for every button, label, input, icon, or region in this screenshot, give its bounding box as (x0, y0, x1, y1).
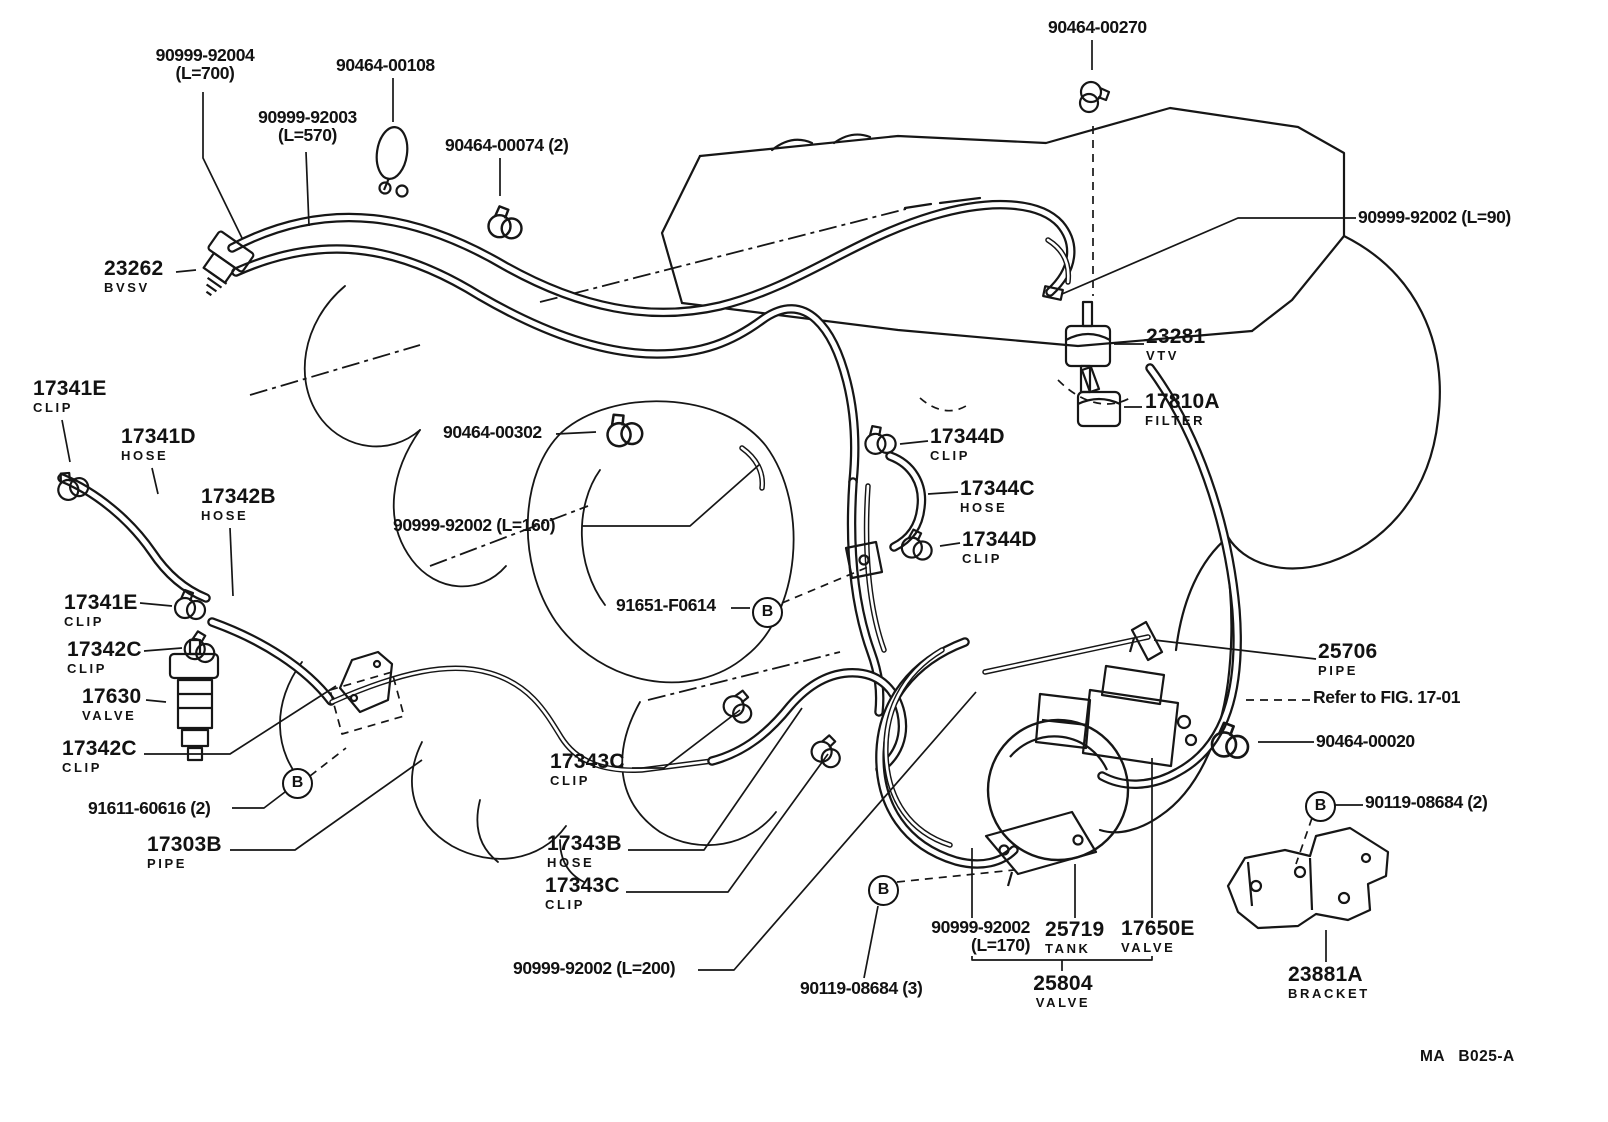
part-descriptor: VALVE (82, 707, 137, 723)
part-label-90464-00020 (1316, 732, 1415, 750)
part-descriptor: VTV (1146, 347, 1180, 363)
part-descriptor: CLIP (64, 613, 105, 629)
part-number: 17630 (82, 685, 142, 708)
part-number: 23881A (1288, 963, 1363, 986)
part-descriptor: PIPE (147, 855, 188, 871)
part-number: 17810A (1145, 390, 1220, 413)
part-length: (L=700) (175, 63, 235, 84)
clip-icon (862, 423, 897, 457)
part-label-90999-92004 (140, 46, 270, 82)
part-number: 90464-00020 (1316, 731, 1415, 751)
vacuum-hoses (62, 205, 1237, 864)
part-number: 17342B (201, 485, 276, 508)
mount-bracket-glyph (330, 652, 404, 734)
part-label-90999-92003 (245, 108, 370, 144)
part-label-17344D-2 (962, 529, 1037, 565)
part-number: 90999-92002 (L=160) (393, 515, 556, 535)
engine-block-outline (250, 108, 1440, 832)
part-number: 17650E (1121, 917, 1195, 940)
clip-icon (808, 731, 847, 770)
figure-code: MA B025-A (1420, 1048, 1515, 1065)
ref-marker-b-bottom: B (868, 875, 899, 906)
part-descriptor: CLIP (550, 772, 591, 788)
part-length: (L=570) (278, 125, 337, 146)
part-descriptor: BRACKET (1288, 985, 1370, 1001)
part-label-17341E-2 (64, 592, 138, 628)
part-number: 17342C (62, 737, 137, 760)
part-descriptor: FILTER (1145, 412, 1206, 428)
part-number: 90119-08684 (3) (800, 978, 923, 998)
part-number: 17303B (147, 833, 222, 856)
part-label-17342C-1 (67, 639, 142, 675)
part-descriptor: TANK (1045, 940, 1091, 956)
part-label-17303B (147, 834, 222, 870)
part-label-17343C-1 (550, 751, 625, 787)
part-number: 17341D (121, 425, 196, 448)
part-number: 25804 (1033, 972, 1093, 995)
part-number: 91651-F0614 (616, 595, 716, 615)
part-number: 90999-92004 (155, 45, 255, 65)
part-descriptor: HOSE (121, 447, 169, 463)
ref-marker-b-right: B (1305, 791, 1336, 822)
part-label-25804 (1020, 973, 1106, 1009)
clip-icon (1080, 82, 1109, 112)
part-descriptor: BVSV (104, 279, 150, 295)
part-label-17343C-2 (545, 875, 620, 911)
part-label-90464-00074 (445, 136, 568, 154)
clip-icon (603, 409, 645, 450)
part-number: 17343C (545, 874, 620, 897)
part-label-90999-92002-L170 (920, 918, 1030, 954)
part-label-91651-F0614 (616, 596, 716, 614)
part-label-17650E (1121, 918, 1195, 954)
part-label-90999-92002-L160 (393, 516, 555, 534)
part-label-17342B (201, 486, 276, 522)
part-number: 17344D (930, 425, 1005, 448)
part-descriptor: PIPE (1318, 662, 1359, 678)
part-descriptor: CLIP (545, 896, 586, 912)
part-number: 90999-92002 (L=90) (1358, 207, 1511, 227)
part-number: 17343C (550, 750, 625, 773)
part-label-23281 (1146, 326, 1205, 362)
part-label-90464-00270 (1048, 18, 1147, 36)
part-label-90999-92002-L90 (1358, 208, 1511, 226)
ring-clamp-glyph (374, 125, 411, 196)
bracket-glyph (1228, 828, 1388, 928)
part-label-90999-92002-L200 (513, 959, 675, 977)
refer-note (1313, 688, 1460, 706)
part-label-17810A (1145, 391, 1220, 427)
part-number: 90999-92002 (931, 917, 1030, 937)
part-number: 17341E (33, 377, 107, 400)
part-number: 17342C (67, 638, 142, 661)
part-descriptor: CLIP (962, 550, 1003, 566)
part-number: 90464-00074 (2) (445, 135, 569, 155)
part-number: 25706 (1318, 640, 1378, 663)
part-label-17630 (82, 686, 141, 722)
part-descriptor: VALVE (1121, 939, 1176, 955)
part-number: 90464-00108 (336, 55, 435, 75)
part-label-23262 (104, 258, 163, 294)
part-label-90119-08684-2 (1365, 793, 1487, 811)
intake-manifold-outline (280, 286, 794, 882)
part-descriptor: VALVE (1035, 994, 1091, 1010)
part-number: 90999-92003 (258, 107, 357, 127)
part-length: (L=170) (971, 935, 1030, 956)
part-label-17341D (121, 426, 196, 462)
part-number: 91611-60616 (2) (88, 798, 211, 818)
part-label-17344C (960, 478, 1035, 514)
part-label-25706 (1318, 641, 1377, 677)
part-descriptor: CLIP (33, 399, 74, 415)
part-descriptor: CLIP (930, 447, 971, 463)
clip-icon (720, 686, 760, 726)
ref-marker-b-center: B (752, 597, 783, 628)
part-number: 90464-00270 (1048, 17, 1147, 37)
part-number: 17344C (960, 477, 1035, 500)
part-label-90464-00108 (336, 56, 435, 74)
clip-icon (489, 206, 522, 238)
part-number: 23281 (1146, 325, 1206, 348)
part-label-91611-60616 (88, 799, 210, 817)
part-number: 17341E (64, 591, 138, 614)
part-descriptor: CLIP (62, 759, 103, 775)
filter-glyph (1078, 367, 1120, 426)
part-descriptor: CLIP (67, 660, 108, 676)
part-descriptor: HOSE (201, 507, 249, 523)
part-number: 25719 (1045, 918, 1105, 941)
part-label-17342C-2 (62, 738, 137, 774)
part-number: 17344D (962, 528, 1037, 551)
part-number: 17343B (547, 832, 622, 855)
part-number: 90999-92002 (L=200) (513, 958, 676, 978)
part-number: 23262 (104, 257, 164, 280)
vtv-glyph (1066, 302, 1110, 392)
part-label-17344D-1 (930, 426, 1005, 462)
ref-marker-b-left: B (282, 768, 313, 799)
part-label-90119-08684-3 (800, 979, 922, 997)
part-label-23881A (1288, 964, 1370, 1000)
part-number: 90464-00302 (443, 422, 542, 442)
part-descriptor: HOSE (547, 854, 595, 870)
part-label-25719 (1045, 919, 1104, 955)
part-label-17341E-1 (33, 378, 107, 414)
part-descriptor: HOSE (960, 499, 1008, 515)
part-label-90464-00302 (443, 423, 542, 441)
part-label-17343B (547, 833, 622, 869)
part-number: 90119-08684 (2) (1365, 792, 1488, 812)
refer-note-text: Refer to FIG. 17-01 (1313, 687, 1461, 707)
